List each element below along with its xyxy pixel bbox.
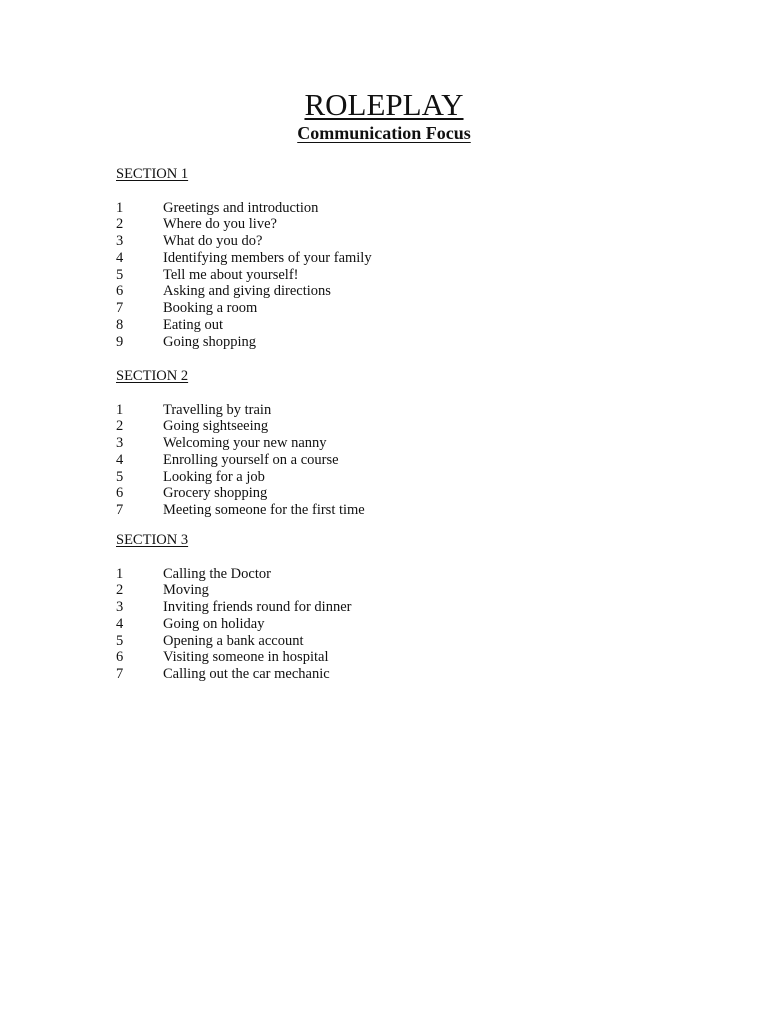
- item-number: 2: [116, 216, 124, 233]
- list-item: [116, 566, 676, 583]
- item-text: Going shopping: [163, 333, 257, 350]
- list-item: [116, 582, 676, 599]
- item-text: Asking and giving directions: [163, 283, 331, 300]
- section-2-list: [116, 402, 676, 520]
- item-text: Inviting friends round for dinner: [163, 599, 352, 616]
- item-number: 4: [116, 451, 124, 468]
- item-number: 1: [116, 401, 124, 418]
- item-text: Calling the Doctor: [163, 565, 271, 582]
- section-heading: SECTION 3: [116, 532, 189, 548]
- item-number: 6: [116, 649, 124, 666]
- item-number: 6: [116, 485, 124, 502]
- item-number: 9: [116, 333, 124, 350]
- section-heading: SECTION 2: [116, 368, 189, 384]
- item-number: 3: [116, 233, 124, 250]
- list-item: [116, 649, 676, 666]
- list-item: [116, 666, 676, 683]
- item-number: 3: [116, 435, 124, 452]
- item-text: Identifying members of your family: [163, 249, 372, 266]
- list-item: [116, 267, 676, 284]
- list-item: [116, 317, 676, 334]
- list-item: [116, 502, 676, 519]
- list-item: [116, 435, 676, 452]
- list-item: [116, 250, 676, 267]
- list-item: [116, 599, 676, 616]
- item-number: 2: [116, 418, 124, 435]
- item-text: Welcoming your new nanny: [163, 435, 327, 452]
- item-text: Booking a room: [163, 300, 258, 317]
- item-text: Where do you live?: [163, 216, 277, 233]
- document-subtitle: Communication Focus: [297, 123, 471, 143]
- item-number: 4: [116, 615, 124, 632]
- list-item: [116, 485, 676, 502]
- item-text: Travelling by train: [163, 401, 272, 418]
- document-title: ROLEPLAY: [304, 87, 464, 122]
- item-text: Opening a bank account: [163, 632, 304, 649]
- item-number: 4: [116, 249, 124, 266]
- item-number: 7: [116, 666, 124, 683]
- list-item: [116, 452, 676, 469]
- list-item: [116, 402, 676, 419]
- item-number: 3: [116, 599, 124, 616]
- list-item: [116, 418, 676, 435]
- item-text: Tell me about yourself!: [163, 266, 299, 283]
- section-3-list: [116, 566, 676, 684]
- item-text: Meeting someone for the first time: [163, 502, 365, 519]
- item-number: 6: [116, 283, 124, 300]
- list-item: [116, 300, 676, 317]
- item-number: 7: [116, 502, 124, 519]
- list-item: [116, 633, 676, 650]
- item-text: Enrolling yourself on a course: [163, 451, 339, 468]
- item-text: Looking for a job: [163, 468, 265, 485]
- list-item: [116, 334, 676, 351]
- item-number: 1: [116, 565, 124, 582]
- item-number: 7: [116, 300, 124, 317]
- section-1-list: [116, 200, 676, 351]
- item-number: 1: [116, 199, 124, 216]
- item-number: 8: [116, 317, 124, 334]
- list-item: [116, 233, 676, 250]
- item-text: Grocery shopping: [163, 485, 268, 502]
- item-text: Going on holiday: [163, 615, 265, 632]
- item-number: 5: [116, 632, 124, 649]
- section-2: [116, 368, 676, 519]
- item-text: Calling out the car mechanic: [163, 666, 330, 683]
- item-text: Visiting someone in hospital: [163, 649, 329, 666]
- section-1: [116, 166, 676, 351]
- item-text: What do you do?: [163, 233, 263, 250]
- item-number: 2: [116, 582, 124, 599]
- item-text: Going sightseeing: [163, 418, 269, 435]
- item-text: Greetings and introduction: [163, 199, 319, 216]
- item-text: Moving: [163, 582, 209, 599]
- list-item: [116, 283, 676, 300]
- item-number: 5: [116, 266, 124, 283]
- list-item: [116, 200, 676, 217]
- section-heading: SECTION 1: [116, 166, 189, 182]
- item-text: Eating out: [163, 317, 224, 334]
- list-item: [116, 216, 676, 233]
- list-item: [116, 469, 676, 486]
- item-number: 5: [116, 468, 124, 485]
- list-item: [116, 616, 676, 633]
- section-3: [116, 532, 676, 683]
